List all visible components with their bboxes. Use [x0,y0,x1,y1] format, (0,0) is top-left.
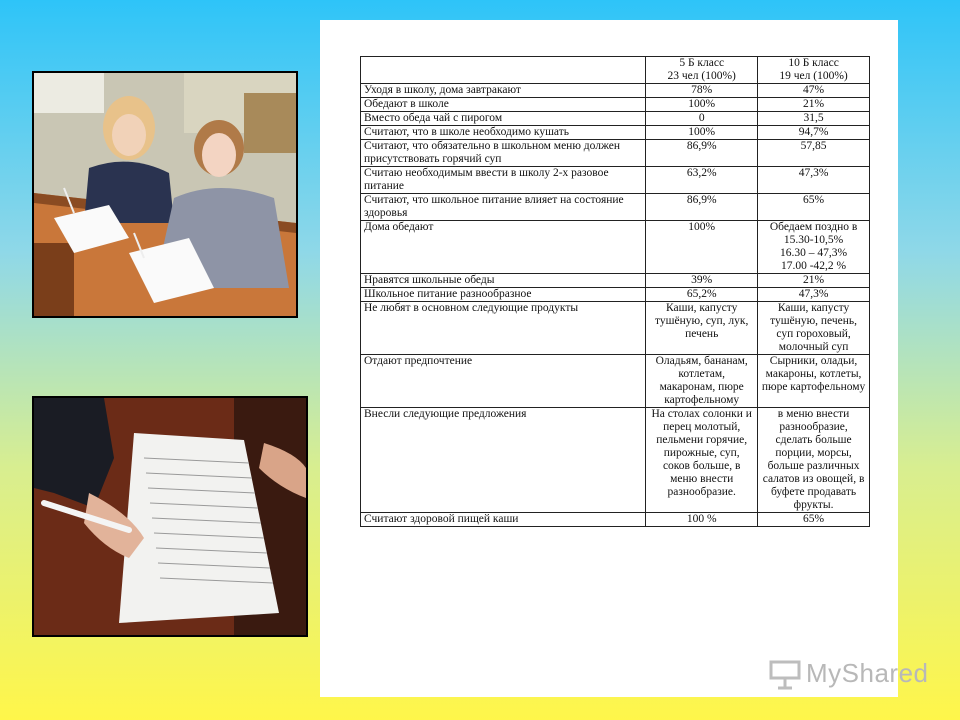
question-cell: Внесли следующие предложения [361,408,646,513]
table-row [361,408,870,513]
value-5b-cell: На столах солонки и перец молотый, пельмени горячие, пирожные, суп, соков больше, в меню внести разнообразие. [646,408,758,513]
value-10b-cell: 21% [758,274,870,288]
watermark-logo [768,656,928,692]
question-cell: Обедают в школе [361,98,646,112]
table-row [361,140,870,167]
value-10b-cell: в меню внести разнообразие, сделать больше порции, морсы, больше различных салатов из овощей, в буфете продавать фрукты. [758,408,870,513]
value-5b-cell: 65,2% [646,288,758,302]
value-5b-cell: 100% [646,126,758,140]
table-row [361,194,870,221]
value-5b-cell: 0 [646,112,758,126]
value-5b-cell: Оладьям, бананам, котлетам, макаронам, пюре картофельному [646,355,758,408]
value-5b-cell: 100 % [646,513,758,527]
value-5b-cell: 86,9% [646,140,758,167]
column-header-10b: 10 Б класс 19 чел (100%) [758,57,870,84]
value-10b-cell: 57,85 [758,140,870,167]
question-cell: Нравятся школьные обеды [361,274,646,288]
value-10b-cell: 65% [758,513,870,527]
question-cell: Вместо обеда чай с пирогом [361,112,646,126]
value-10b-cell: 47% [758,84,870,98]
question-cell: Считают, что в школе необходимо кушать [361,126,646,140]
survey-table [360,56,870,527]
value-5b-cell: 86,9% [646,194,758,221]
header-empty-cell [361,57,646,84]
column-header-5b: 5 Б класс 23 чел (100%) [646,57,758,84]
table-row [361,84,870,98]
table-row [361,355,870,408]
table-row [361,221,870,274]
photo-questionnaire-hand [32,396,308,637]
question-cell: Считают здоровой пищей каши [361,513,646,527]
watermark-text: MyShared [806,658,929,688]
value-10b-cell: Сырники, оладьи, макароны, котлеты, пюре картофельному [758,355,870,408]
question-cell: Школьное питание разнообразное [361,288,646,302]
value-10b-cell: 47,3% [758,288,870,302]
question-cell: Не любят в основном следующие продукты [361,302,646,355]
table-row [361,288,870,302]
value-5b-cell: 63,2% [646,167,758,194]
value-10b-cell: Обедаем поздно в 15.30-10,5% 16.30 – 47,3% 17.00 -42,2 % [758,221,870,274]
table-header-row [361,57,870,84]
value-10b-cell: 65% [758,194,870,221]
table-row [361,167,870,194]
question-cell: Отдают предпочтение [361,355,646,408]
value-5b-cell: 78% [646,84,758,98]
value-10b-cell: 94,7% [758,126,870,140]
value-5b-cell: Каши, капусту тушёную, суп, лук, печень [646,302,758,355]
questionnaire-image [34,398,306,635]
table-row [361,513,870,527]
value-5b-cell: 100% [646,221,758,274]
question-cell: Считаю необходимым ввести в школу 2-х разовое питание [361,167,646,194]
table-row [361,112,870,126]
question-cell: Уходя в школу, дома завтракают [361,84,646,98]
photo-students-writing [32,71,298,318]
question-cell: Считают, что обязательно в школьном меню должен присутствовать горячий суп [361,140,646,167]
value-10b-cell: 47,3% [758,167,870,194]
table-row [361,98,870,112]
value-5b-cell: 100% [646,98,758,112]
question-cell: Дома обедают [361,221,646,274]
survey-table-body [361,57,870,527]
question-cell: Считают, что школьное питание влияет на состояние здоровья [361,194,646,221]
value-10b-cell: Каши, капусту тушёную, печень, суп гороховый, молочный суп [758,302,870,355]
table-row [361,126,870,140]
value-10b-cell: 21% [758,98,870,112]
table-row [361,274,870,288]
value-10b-cell: 31,5 [758,112,870,126]
value-5b-cell: 39% [646,274,758,288]
table-row [361,302,870,355]
presentation-icon [768,658,802,690]
survey-document [320,20,898,697]
students-writing-image [34,73,296,316]
